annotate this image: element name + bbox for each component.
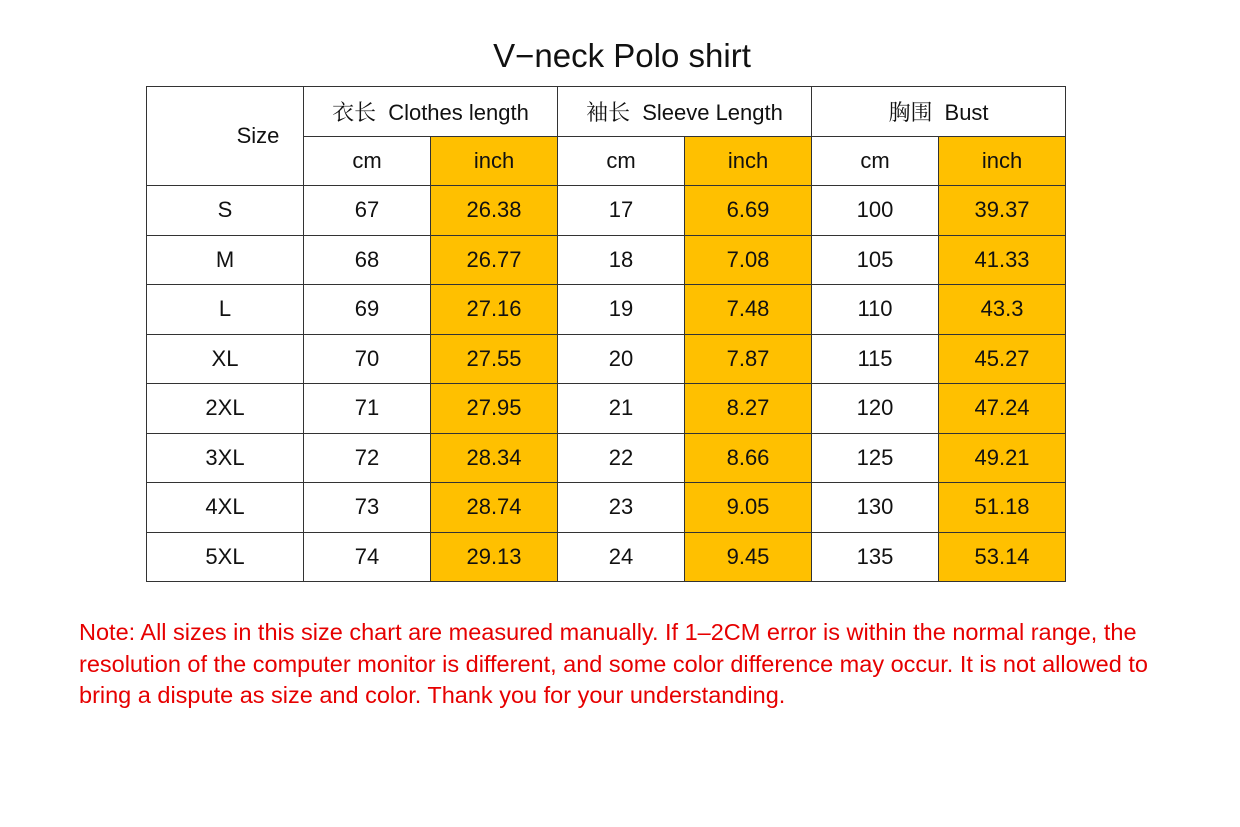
- page-title: V−neck Polo shirt: [493, 37, 751, 74]
- unit-header: inch: [685, 136, 812, 186]
- size-cell: 4XL: [147, 483, 304, 533]
- cm-value-cell: 18: [558, 235, 685, 285]
- size-cell: L: [147, 285, 304, 335]
- cm-value-cell: 19: [558, 285, 685, 335]
- inch-value-cell: 7.48: [685, 285, 812, 335]
- inch-value-cell: 7.87: [685, 334, 812, 384]
- size-cell: 5XL: [147, 532, 304, 582]
- group-label-cn: 衣长: [332, 99, 377, 125]
- group-label-cn: 袖长: [586, 99, 631, 125]
- group-label-en: Clothes length: [388, 99, 529, 125]
- size-chart-table: [146, 86, 1066, 582]
- cm-value-cell: 20: [558, 334, 685, 384]
- inch-value-cell: 39.37: [939, 186, 1066, 236]
- table-row: [147, 334, 1066, 384]
- cm-value-cell: 67: [304, 186, 431, 236]
- cm-value-cell: 71: [304, 384, 431, 434]
- cm-value-cell: 21: [558, 384, 685, 434]
- table-row: [147, 235, 1066, 285]
- inch-value-cell: 9.05: [685, 483, 812, 533]
- size-header-label: Size: [236, 123, 280, 148]
- cm-value-cell: 135: [812, 532, 939, 582]
- size-cell: XL: [147, 334, 304, 384]
- inch-value-cell: 8.66: [685, 433, 812, 483]
- group-header-row: [147, 87, 1066, 137]
- table-row: [147, 384, 1066, 434]
- unit-header: cm: [812, 136, 939, 186]
- cm-value-cell: 17: [558, 186, 685, 236]
- unit-header: cm: [558, 136, 685, 186]
- table-row: [147, 285, 1066, 335]
- inch-value-cell: 26.77: [431, 235, 558, 285]
- inch-value-cell: 47.24: [939, 384, 1066, 434]
- inch-value-cell: 8.27: [685, 384, 812, 434]
- inch-value-cell: 49.21: [939, 433, 1066, 483]
- cm-value-cell: 120: [812, 384, 939, 434]
- unit-header: cm: [304, 136, 431, 186]
- cm-value-cell: 22: [558, 433, 685, 483]
- inch-value-cell: 41.33: [939, 235, 1066, 285]
- cm-value-cell: 100: [812, 186, 939, 236]
- inch-value-cell: 45.27: [939, 334, 1066, 384]
- cm-value-cell: 72: [304, 433, 431, 483]
- cm-value-cell: 73: [304, 483, 431, 533]
- unit-header: inch: [431, 136, 558, 186]
- table-row: [147, 433, 1066, 483]
- inch-value-cell: 53.14: [939, 532, 1066, 582]
- inch-value-cell: 28.34: [431, 433, 558, 483]
- inch-value-cell: 51.18: [939, 483, 1066, 533]
- inch-value-cell: 6.69: [685, 186, 812, 236]
- group-label-en: Sleeve Length: [642, 99, 783, 125]
- cm-value-cell: 24: [558, 532, 685, 582]
- sleeve-length-header: [558, 87, 812, 137]
- table-row: [147, 532, 1066, 582]
- size-cell: M: [147, 235, 304, 285]
- cm-value-cell: 110: [812, 285, 939, 335]
- unit-header: inch: [939, 136, 1066, 186]
- bust-header: [812, 87, 1066, 137]
- table-row: [147, 186, 1066, 236]
- inch-value-cell: 29.13: [431, 532, 558, 582]
- group-label-en: Bust: [944, 99, 989, 125]
- size-cell: S: [147, 186, 304, 236]
- inch-value-cell: 26.38: [431, 186, 558, 236]
- size-rows: [147, 186, 1066, 582]
- size-cell: 2XL: [147, 384, 304, 434]
- cm-value-cell: 74: [304, 532, 431, 582]
- cm-value-cell: 69: [304, 285, 431, 335]
- cm-value-cell: 125: [812, 433, 939, 483]
- inch-value-cell: 28.74: [431, 483, 558, 533]
- cm-value-cell: 105: [812, 235, 939, 285]
- inch-value-cell: 27.55: [431, 334, 558, 384]
- size-column-header: [147, 87, 304, 186]
- disclaimer-note: Note: All sizes in this size chart are measured manually. If 1–2CM error is within the normal range, the resolution of the computer monitor is different, and some color difference may occur. It is not allowed to bring a dispute as size and color. Thank you for your understanding.: [79, 619, 1148, 708]
- cm-value-cell: 68: [304, 235, 431, 285]
- table-row: [147, 483, 1066, 533]
- cm-value-cell: 130: [812, 483, 939, 533]
- inch-value-cell: 9.45: [685, 532, 812, 582]
- cm-value-cell: 23: [558, 483, 685, 533]
- clothes-length-header: [304, 87, 558, 137]
- inch-value-cell: 27.16: [431, 285, 558, 335]
- inch-value-cell: 7.08: [685, 235, 812, 285]
- inch-value-cell: 43.3: [939, 285, 1066, 335]
- cm-value-cell: 70: [304, 334, 431, 384]
- inch-value-cell: 27.95: [431, 384, 558, 434]
- cm-value-cell: 115: [812, 334, 939, 384]
- size-cell: 3XL: [147, 433, 304, 483]
- group-label-cn: 胸围: [888, 99, 933, 125]
